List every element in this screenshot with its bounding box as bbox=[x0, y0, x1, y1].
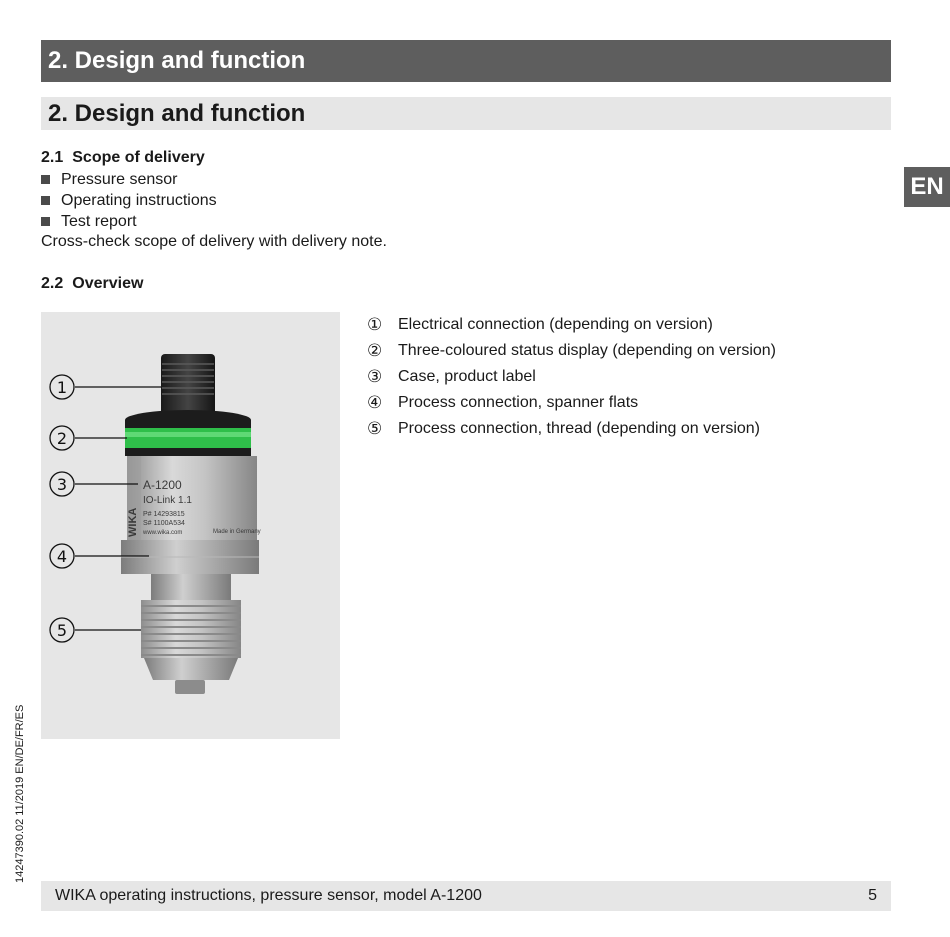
section-banner: 2. Design and function bbox=[41, 40, 891, 82]
page-footer bbox=[41, 881, 891, 911]
status-ring-shape bbox=[125, 428, 251, 448]
bullet-square-icon bbox=[41, 217, 50, 226]
page-number: 5 bbox=[868, 887, 877, 904]
sensor-figure bbox=[41, 312, 340, 739]
footer-text: WIKA operating instructions, pressure sensor, model A-1200 bbox=[55, 887, 482, 904]
legend-text: Case, product label bbox=[398, 368, 536, 385]
language-tab[interactable]: EN bbox=[904, 167, 950, 207]
label-website: www.wika.com bbox=[143, 530, 183, 536]
label-brand: WIKA bbox=[127, 507, 139, 537]
callout-3-number: 3 bbox=[56, 475, 68, 494]
legend-marker: ④ bbox=[367, 393, 383, 412]
list-item-label: Pressure sensor bbox=[61, 171, 178, 188]
page-title: 2. Design and function bbox=[41, 97, 891, 130]
callout-4-number: 4 bbox=[56, 547, 68, 566]
overview-legend bbox=[367, 312, 776, 442]
ring-base-shape bbox=[125, 448, 251, 456]
scope-of-delivery-heading bbox=[41, 149, 205, 167]
legend-item bbox=[367, 390, 776, 416]
legend-item bbox=[367, 416, 776, 442]
pressure-port-shape bbox=[175, 680, 205, 694]
status-ring-highlight-shape bbox=[125, 432, 251, 437]
legend-item bbox=[367, 312, 776, 338]
list-item bbox=[41, 190, 217, 211]
label-serial-number: S# 1100A534 bbox=[143, 520, 185, 527]
legend-text: Process connection, thread (depending on version) bbox=[398, 420, 760, 437]
legend-item bbox=[367, 338, 776, 364]
delivery-note: Cross-check scope of delivery with delivery note. bbox=[41, 233, 387, 250]
label-iolink: IO-Link 1.1 bbox=[143, 495, 192, 506]
delivery-list bbox=[41, 169, 217, 232]
thread-shape bbox=[141, 600, 241, 658]
overview-number: 2.2 bbox=[41, 275, 64, 292]
legend-marker: ③ bbox=[367, 367, 383, 386]
overview-heading bbox=[41, 275, 143, 293]
pressure-sensor-illustration bbox=[41, 312, 340, 739]
scope-of-delivery-number: 2.1 bbox=[41, 149, 64, 166]
label-model: A-1200 bbox=[143, 478, 182, 492]
list-item-label: Test report bbox=[61, 213, 137, 230]
bullet-square-icon bbox=[41, 175, 50, 184]
legend-marker: ① bbox=[367, 315, 383, 334]
list-item bbox=[41, 211, 217, 232]
list-item-label: Operating instructions bbox=[61, 192, 217, 209]
callouts bbox=[50, 375, 74, 642]
label-product-number: P# 14293815 bbox=[143, 511, 185, 518]
label-made-in: Made in Germany bbox=[213, 529, 261, 535]
legend-item bbox=[367, 364, 776, 390]
scope-of-delivery-title: Scope of delivery bbox=[72, 149, 205, 166]
legend-text: Process connection, spanner flats bbox=[398, 394, 639, 411]
legend-text: Three-coloured status display (depending on version) bbox=[398, 342, 776, 359]
overview-title: Overview bbox=[72, 275, 144, 292]
callout-2-number: 2 bbox=[56, 429, 68, 448]
legend-marker: ② bbox=[367, 341, 383, 360]
callout-1-number: 1 bbox=[56, 378, 68, 397]
legend-marker: ⑤ bbox=[367, 419, 383, 438]
list-item bbox=[41, 169, 217, 190]
thread-end-shape bbox=[144, 658, 238, 680]
neck-shape bbox=[151, 574, 231, 600]
bullet-square-icon bbox=[41, 196, 50, 205]
callout-5-number: 5 bbox=[56, 621, 68, 640]
document-code: 14247390.02 11/2019 EN/DE/FR/ES bbox=[14, 704, 26, 883]
legend-text: Electrical connection (depending on version) bbox=[398, 316, 713, 333]
